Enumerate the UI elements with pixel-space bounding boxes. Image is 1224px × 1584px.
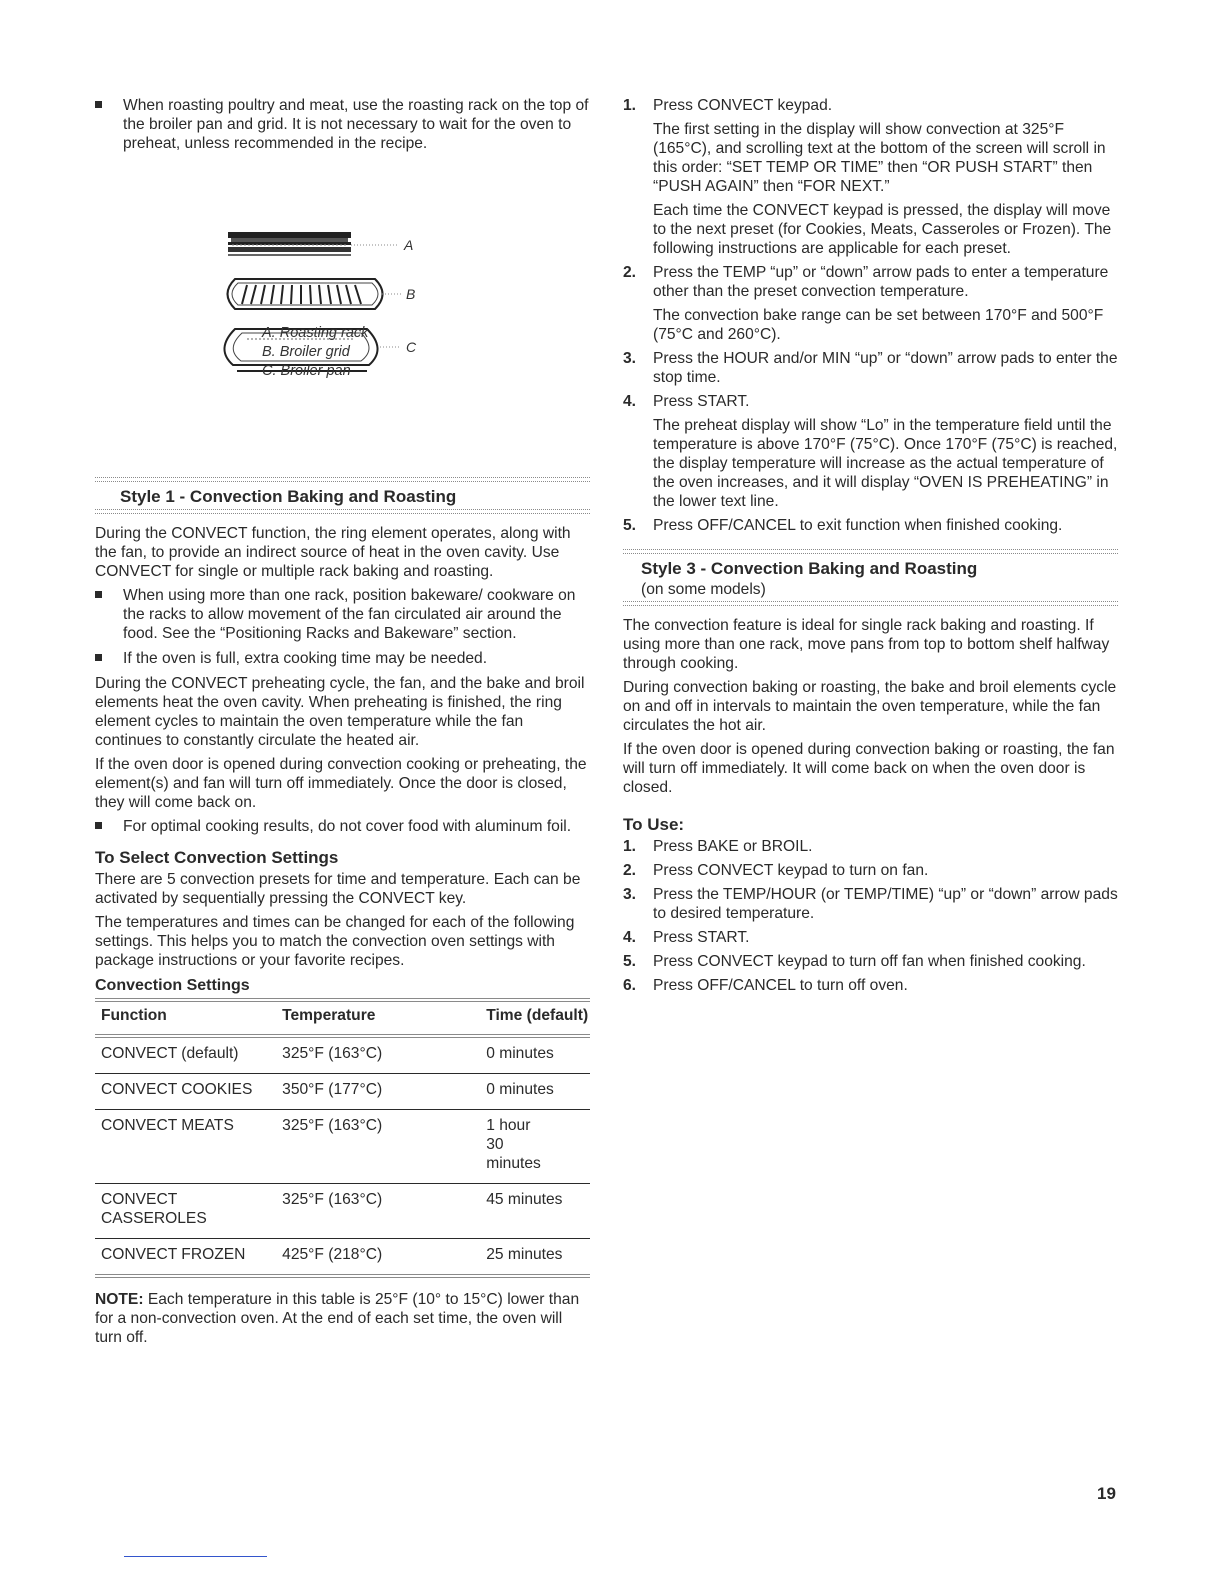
step-detail: The preheat display will show “Lo” in the temperature field until the temperature is above 170°F (75°C). Once 170°F (75°C) is reached, the display temperature will increase as the actual temperature of the oven increases, and it will display “OVEN IS PREHEATING” in the lower text line. bbox=[653, 417, 1118, 510]
right-column bbox=[623, 96, 1118, 1000]
cell-time: 0 minutes bbox=[480, 1036, 590, 1074]
list-item bbox=[95, 649, 590, 668]
paragraph: During the CONVECT preheating cycle, the fan, and the bake and broil elements heat the oven cavity. When preheating is finished, the ring element cycles to maintain the oven temperature while the fan continues to constantly circulate the heated air. bbox=[95, 675, 585, 749]
column-header-function: Function bbox=[101, 1007, 167, 1024]
cell-temperature: 325°F (163°C) bbox=[276, 1110, 480, 1184]
cell-temperature: 425°F (218°C) bbox=[282, 1246, 383, 1263]
table-row bbox=[95, 1239, 590, 1277]
bullet-text: When using more than one rack, position bakeware/ cookware on the racks to allow movement of the fan circulated air around the food. See the “Positioning Racks and Bakeware” section. bbox=[123, 587, 576, 642]
step-number: 4. bbox=[623, 929, 637, 946]
table-row bbox=[95, 1074, 590, 1110]
cell-temperature: 325°F (163°C) bbox=[276, 1036, 480, 1074]
list-item bbox=[623, 516, 1118, 535]
step-text: Press the TEMP/HOUR (or TEMP/TIME) “up” or “down” arrow pads to desired temperature. bbox=[653, 886, 1118, 922]
table-row bbox=[95, 1036, 590, 1074]
paragraph: There are 5 convection presets for time and temperature. Each can be activated by sequentially pressing the CONVECT key. bbox=[95, 871, 581, 907]
page-number: 19 bbox=[1097, 1484, 1116, 1503]
step-number: 5. bbox=[623, 953, 637, 970]
style1-bullet-list bbox=[95, 586, 590, 668]
note-label: NOTE: bbox=[95, 1291, 144, 1308]
subsection-title: To Select Convection Settings bbox=[95, 848, 339, 867]
list-item bbox=[623, 837, 1118, 856]
column-header-time: Time (default) bbox=[486, 1007, 589, 1024]
touse-steps-list bbox=[623, 837, 1118, 995]
bullet-icon bbox=[95, 591, 102, 598]
left-column bbox=[95, 96, 590, 1352]
caption-broiler-pan: C. Broiler pan bbox=[262, 363, 351, 379]
broiler-grid-drawing bbox=[228, 279, 402, 309]
step-text: Press CONVECT keypad to turn off fan when finished cooking. bbox=[653, 953, 1086, 970]
step-number: 2. bbox=[623, 862, 637, 879]
paragraph: The temperatures and times can be changed for each of the following settings. This helps you to match the convection oven settings with package instructions or your favorite recipes. bbox=[95, 914, 575, 969]
step-detail: The convection bake range can be set between 170°F and 500°F (75°C and 260°C). bbox=[653, 307, 1104, 343]
note-text: Each temperature in this table is 25°F (10° to 15°C) lower than for a non-convection oven. At the end of each set time, the oven will turn off. bbox=[95, 1291, 580, 1346]
cell-function: CONVECT (default) bbox=[95, 1036, 276, 1074]
list-item bbox=[623, 885, 1118, 923]
style1-bullet-list-2 bbox=[95, 817, 590, 836]
paragraph: During the CONVECT function, the ring element operates, along with the fan, to provide an indirect source of heat in the oven cavity. Use CONVECT for single or multiple rack baking and roasting. bbox=[95, 525, 571, 580]
list-item bbox=[623, 976, 1118, 995]
section-subtitle: (on some models) bbox=[641, 581, 766, 598]
bullet-text: When roasting poultry and meat, use the roasting rack on the top of the broiler pan and grid. It is not necessary to wait for the oven to preheat, unless recommended in the recipe. bbox=[123, 97, 589, 152]
step-number: 1. bbox=[623, 838, 637, 855]
bullet-icon bbox=[95, 654, 102, 661]
bullet-icon bbox=[95, 822, 102, 829]
step-text: Press START. bbox=[653, 393, 750, 410]
section-title: Style 3 - Convection Baking and Roasting bbox=[641, 559, 978, 578]
list-item bbox=[95, 96, 590, 153]
step-text: Press BAKE or BROIL. bbox=[653, 838, 813, 855]
list-item bbox=[623, 928, 1118, 947]
step-detail: Each time the CONVECT keypad is pressed, the display will move to the next preset (for Cookies, Meats, Casseroles or Frozen). The following instructions are applicable for each preset. bbox=[653, 202, 1112, 257]
list-item bbox=[623, 349, 1118, 387]
bullet-text: For optimal cooking results, do not cover food with aluminum foil. bbox=[123, 818, 572, 835]
style3-heading bbox=[623, 549, 1118, 606]
paragraph: If the oven door is opened during convection baking or roasting, the fan will turn off immediately. It will come back on when the oven door is closed. bbox=[623, 741, 1115, 796]
list-item bbox=[95, 586, 590, 643]
cell-time: 25 minutes bbox=[486, 1246, 563, 1263]
list-item bbox=[623, 96, 1118, 258]
cell-function: CONVECT COOKIES bbox=[95, 1074, 276, 1110]
cell-function: CONVECT MEATS bbox=[95, 1110, 276, 1184]
cell-temperature: 325°F (163°C) bbox=[276, 1184, 480, 1239]
section-title: Style 1 - Convection Baking and Roasting bbox=[120, 487, 457, 506]
table-row bbox=[95, 1184, 590, 1239]
table-title: Convection Settings bbox=[95, 977, 250, 994]
list-item bbox=[623, 952, 1118, 971]
step-detail: The first setting in the display will show convection at 325°F (165°C), and scrolling text at the bottom of the screen will scroll in this order: “SET TEMP OR TIME” then “OR PUSH START” then “PUSH AGAIN” then “FOR NEXT.” bbox=[653, 121, 1106, 195]
step-text: Press the HOUR and/or MIN “up” or “down” arrow pads to enter the stop time. bbox=[653, 350, 1118, 386]
paragraph: During convection baking or roasting, the bake and broil elements cycle on and off in intervals to maintain the oven temperature, while the fan circulates the hot air. bbox=[623, 679, 1117, 734]
style1-heading bbox=[95, 477, 590, 514]
table-row bbox=[95, 1110, 590, 1184]
callout-b: B bbox=[406, 286, 416, 302]
figure-caption bbox=[262, 324, 368, 381]
cell-temperature: 350°F (177°C) bbox=[276, 1074, 480, 1110]
step-text: Press OFF/CANCEL to exit function when finished cooking. bbox=[653, 517, 1063, 534]
step-text: Press CONVECT keypad. bbox=[653, 97, 833, 114]
cell-time: 0 minutes bbox=[480, 1074, 590, 1110]
caption-broiler-grid: B. Broiler grid bbox=[262, 344, 350, 360]
roasting-rack-drawing bbox=[228, 232, 397, 255]
bullet-text: If the oven is full, extra cooking time may be needed. bbox=[123, 650, 488, 667]
intro-bullet-list bbox=[95, 96, 590, 153]
column-header-temperature: Temperature bbox=[282, 1007, 376, 1024]
cell-time: 45 minutes bbox=[480, 1184, 590, 1239]
bullet-icon bbox=[95, 101, 102, 108]
step-number: 4. bbox=[623, 393, 637, 410]
divider bbox=[623, 601, 1118, 606]
table-header-row bbox=[95, 1000, 590, 1036]
cell-function: CONVECT CASSEROLES bbox=[95, 1184, 276, 1239]
list-item bbox=[623, 392, 1118, 511]
note-paragraph bbox=[95, 1290, 590, 1347]
callout-a: A bbox=[404, 237, 414, 253]
step-text: Press CONVECT keypad to turn on fan. bbox=[653, 862, 929, 879]
cell-time: 1 hour 30 minutes bbox=[480, 1110, 590, 1184]
paragraph: If the oven door is opened during convection cooking or preheating, the element(s) and fan will turn off immediately. Once the door is closed, they will come back on. bbox=[95, 756, 587, 811]
step-number: 3. bbox=[623, 350, 637, 367]
step-number: 6. bbox=[623, 977, 637, 994]
subsection-title: To Use: bbox=[623, 815, 685, 834]
convect-steps-list bbox=[623, 96, 1118, 535]
list-item bbox=[95, 817, 590, 836]
step-text: Press OFF/CANCEL to turn off oven. bbox=[653, 977, 908, 994]
step-number: 1. bbox=[623, 97, 637, 114]
step-number: 3. bbox=[623, 886, 637, 903]
list-item bbox=[623, 861, 1118, 880]
footer-divider bbox=[124, 1556, 267, 1557]
step-text: Press the TEMP “up” or “down” arrow pads to enter a temperature other than the preset convection temperature. bbox=[653, 264, 1109, 300]
step-number: 2. bbox=[623, 264, 637, 281]
caption-roasting-rack: A. Roasting rack bbox=[262, 325, 369, 341]
convection-settings-table bbox=[95, 998, 590, 1278]
cell-function: CONVECT FROZEN bbox=[101, 1246, 246, 1263]
divider bbox=[95, 509, 590, 514]
paragraph: The convection feature is ideal for single rack baking and roasting. If using more than one rack, move pans from top to bottom shelf halfway through cooking. bbox=[623, 617, 1110, 672]
callout-c: C bbox=[406, 339, 417, 355]
step-number: 5. bbox=[623, 517, 637, 534]
list-item bbox=[623, 263, 1118, 344]
step-text: Press START. bbox=[653, 929, 750, 946]
